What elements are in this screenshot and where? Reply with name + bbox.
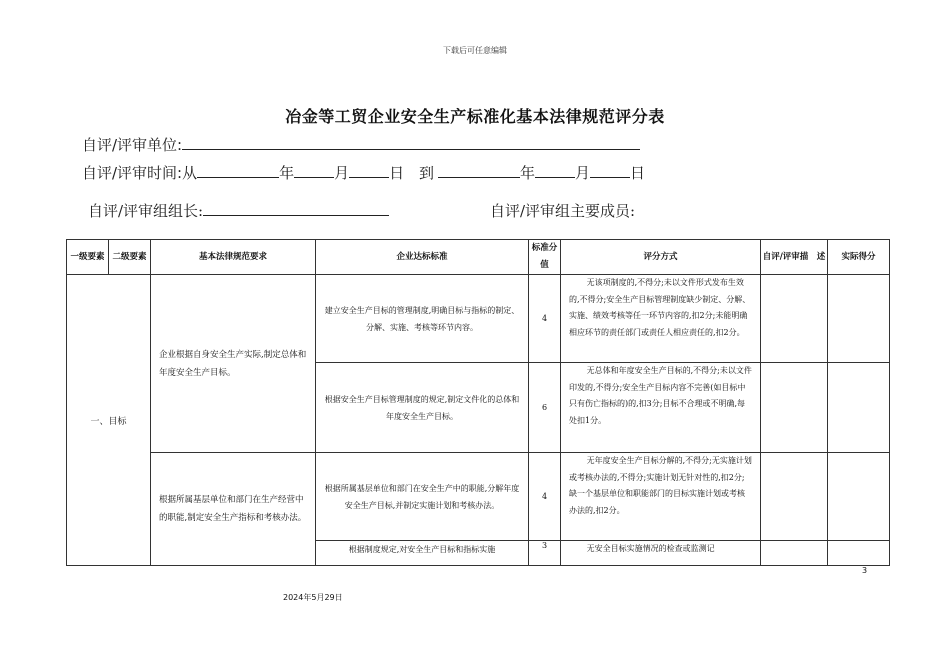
self-review-cell[interactable] xyxy=(761,275,828,363)
header-score: 标准分值 xyxy=(529,240,561,275)
members-row xyxy=(490,200,635,221)
actual-score-cell[interactable] xyxy=(828,275,890,363)
score-cell: 4 xyxy=(529,453,561,541)
start-day-field[interactable] xyxy=(349,162,389,178)
start-year-field[interactable] xyxy=(197,162,279,178)
header-requirement: 基本法律规范要求 xyxy=(151,240,316,275)
standard-cell: 根据所属基层单位和部门在安全生产中的职能,分解年度安全生产目标,并制定实施计划和考核办法。 xyxy=(316,453,529,541)
end-year-field[interactable] xyxy=(438,162,520,178)
standard-cell: 建立安全生产目标的管理制度,明确目标与指标的制定、分解、实施、考核等环节内容。 xyxy=(316,275,529,363)
table-row xyxy=(67,275,890,363)
header-note: 下载后可任意编辑 xyxy=(443,46,507,55)
year-label: 年 xyxy=(279,164,295,182)
table-row xyxy=(67,453,890,541)
score-cell: 6 xyxy=(529,363,561,453)
header-level2: 二级要素 xyxy=(109,240,151,275)
header-method: 评分方式 xyxy=(561,240,761,275)
requirement-cell: 企业根据自身安全生产实际,制定总体和年度安全生产目标。 xyxy=(151,275,316,453)
self-review-cell[interactable] xyxy=(761,363,828,453)
actual-score-cell[interactable] xyxy=(828,363,890,453)
standard-cell: 根据安全生产目标管理制度的规定,制定文件化的总体和年度安全生产目标。 xyxy=(316,363,529,453)
leader-label: 自评/评审组组长: xyxy=(88,202,204,220)
method-cell: 无总体和年度安全生产目标的,不得分;未以文件印发的,不得分;安全生产目标内容不完善(如目标中只有伤亡指标的)的,扣3分;目标不合理或不明确,每处扣1分。 xyxy=(561,363,761,453)
end-day-field[interactable] xyxy=(590,162,630,178)
header-self-review: 自评/评审描 述 xyxy=(761,240,828,275)
unit-field[interactable] xyxy=(182,134,640,150)
actual-score-cell[interactable] xyxy=(828,541,890,566)
unit-label: 自评/评审单位: xyxy=(82,136,183,154)
method-cell: 无安全目标实施情况的检查或监测记 xyxy=(561,541,761,566)
level1-cell: 一、目标 xyxy=(67,275,151,566)
page-title: 冶金等工贸企业安全生产标准化基本法律规范评分表 xyxy=(285,107,665,126)
to-label: 到 xyxy=(418,164,434,182)
end-month-field[interactable] xyxy=(535,162,575,178)
unit-row xyxy=(82,134,640,155)
table-header-row xyxy=(67,240,890,275)
actual-score-cell[interactable] xyxy=(828,453,890,541)
page-number: 3 xyxy=(862,566,868,575)
score-cell: 4 xyxy=(529,275,561,363)
method-cell: 无年度安全生产目标分解的,不得分;无实施计划或考核办法的,不得分;实施计划无针对性的,扣2分;缺一个基层单位和职能部门的目标实施计划或考核办法的,扣2分。 xyxy=(561,453,761,541)
score-cell: 3 xyxy=(529,541,561,566)
month-label: 月 xyxy=(334,164,350,182)
header-level1: 一级要素 xyxy=(67,240,109,275)
standard-cell: 根据制度规定,对安全生产目标和指标实施 xyxy=(316,541,529,566)
self-review-cell[interactable] xyxy=(761,453,828,541)
header-standard: 企业达标标准 xyxy=(316,240,529,275)
leader-field[interactable] xyxy=(203,200,389,216)
month-label: 月 xyxy=(574,164,590,182)
members-label: 自评/评审组主要成员: xyxy=(490,202,636,220)
method-cell: 无该项制度的,不得分;未以文件形式发布生效的,不得分;安全生产目标管理制度缺少制定、分解、实施、绩效考核等任一环节内容的,扣2分;未能明确相应环节的责任部门或责任人相应责任的,扣2分。 xyxy=(561,275,761,363)
document-date: 2024年5月29日 xyxy=(283,593,343,602)
start-month-field[interactable] xyxy=(294,162,334,178)
header-actual: 实际得分 xyxy=(828,240,890,275)
day-label: 日 xyxy=(389,164,405,182)
leader-row xyxy=(88,200,389,221)
time-row xyxy=(82,162,645,183)
year-label: 年 xyxy=(519,164,535,182)
time-label: 自评/评审时间:从 xyxy=(82,164,198,182)
requirement-cell: 根据所属基层单位和部门在生产经营中的职能,制定安全生产指标和考核办法。 xyxy=(151,453,316,566)
self-review-cell[interactable] xyxy=(761,541,828,566)
scoring-table xyxy=(66,239,890,566)
day-label: 日 xyxy=(629,164,645,182)
